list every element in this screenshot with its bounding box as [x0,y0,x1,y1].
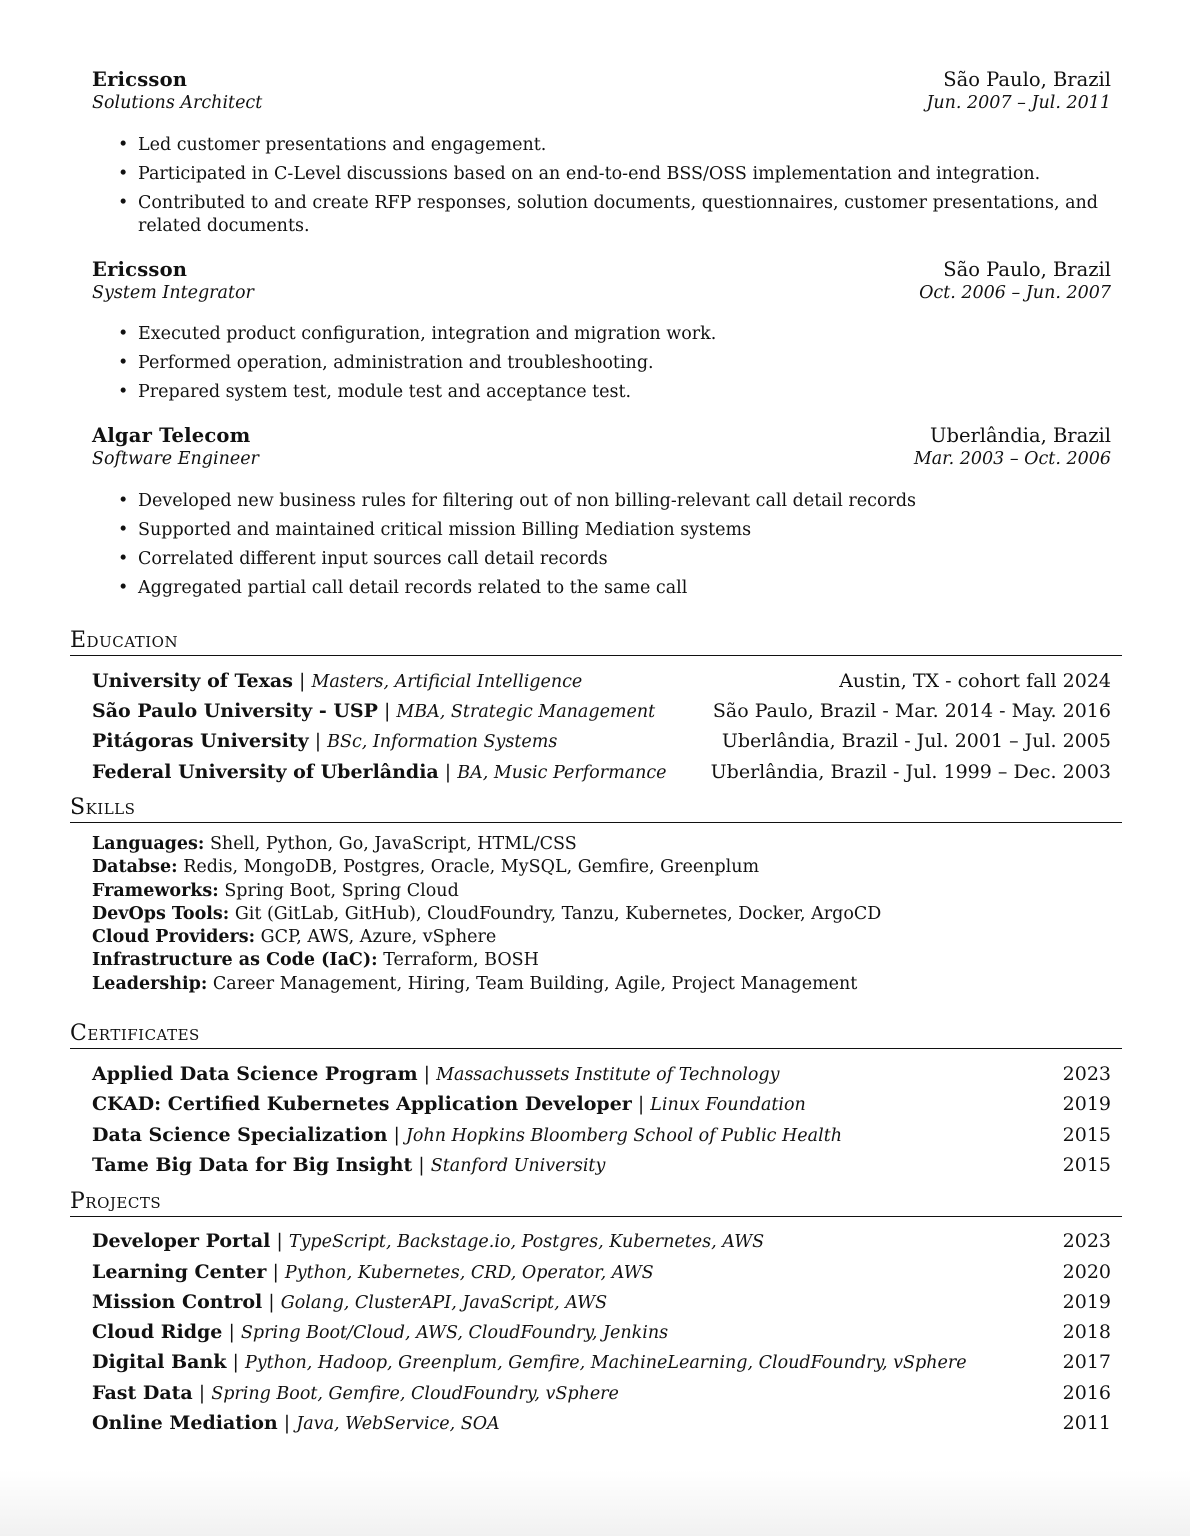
separator: | [276,1230,283,1252]
skill-row: Cloud Providers: GCP, AWS, Azure, vSphere [92,927,497,948]
job-location: São Paulo, Brazil [943,258,1111,281]
project-name: Online Mediation [92,1412,278,1434]
project-year: 2011 [1062,1412,1111,1434]
certificate-entry [92,1124,1111,1146]
separator: | [283,1412,291,1434]
project-name: Fast Data [92,1382,193,1404]
project-year: 2019 [1062,1291,1111,1313]
education-detail: Austin, TX - cohort fall 2024 [839,670,1111,692]
project-year: 2016 [1062,1382,1111,1404]
job-role: Solutions Architect [92,93,263,113]
project-name: Developer Portal [92,1230,271,1252]
certificate-issuer: Linux Foundation [650,1095,806,1115]
job-dates: Mar. 2003 – Oct. 2006 [913,449,1111,469]
section-title-certificates: Certificates [70,1021,1122,1049]
skill-value: Career Management, Hiring, Team Building, Agile, Project Management [212,973,858,994]
project-stack: Python, Hadoop, Greenplum, Gemfire, MachineLearning, CloudFoundry, vSphere [244,1353,967,1373]
skill-value: Shell, Python, Go, JavaScript, HTML/CSS [209,834,577,854]
project-name: Cloud Ridge [92,1321,223,1343]
separator: | [314,730,322,752]
separator: | [393,1124,400,1146]
certificate-year: 2015 [1062,1124,1111,1146]
skill-row: Databse: Redis, MongoDB, Postgres, Oracle, MySQL, Gemfire, Greenplum [92,857,760,878]
skill-label: Databse [92,857,172,878]
project-name: Digital Bank [92,1351,227,1373]
separator: | [268,1291,275,1313]
project-year: 2018 [1062,1321,1111,1343]
certificate-issuer: Massachussets Institute of Technology [436,1065,780,1085]
bullet-item: • Executed product configuration, integration and migration work. [138,323,1116,346]
skills-list [92,833,1111,996]
section-title-projects: Projects [70,1189,1122,1217]
certificate-issuer: John Hopkins Bloomberg School of Public Health [405,1126,842,1146]
experience-entry [92,68,1111,113]
education-detail: Uberlândia, Brazil - Jul. 2001 – Jul. 2005 [721,730,1111,752]
project-stack: Java, WebService, SOA [296,1414,500,1434]
job-dates: Oct. 2006 – Jun. 2007 [919,283,1111,303]
project-stack: TypeScript, Backstage.io, Postgres, Kubernetes, AWS [288,1232,765,1252]
skill-label: Cloud Providers [92,927,249,948]
job-bullets [138,134,1116,244]
education-detail: São Paulo, Brazil - Mar. 2014 - May. 2016 [712,700,1111,722]
skill-label: Languages [92,834,198,854]
bullet-item: • Led customer presentations and engagement. [138,134,1116,157]
separator: | [418,1154,425,1176]
school-name: Pitágoras University [92,730,309,752]
certificate-name: Data Science Specialization [92,1124,388,1146]
school-name: Federal University of Uberlândia [92,761,439,783]
section-title-education: Education [70,628,1122,656]
certificate-entry [92,1154,1111,1176]
certificate-entry [92,1093,1111,1115]
skill-row: Frameworks: Spring Boot, Spring Cloud [92,880,459,901]
education-entry [92,761,1111,783]
degree: BSc, Information Systems [327,732,558,752]
company-name: Algar Telecom [92,424,251,447]
separator: | [444,761,452,783]
project-stack: Spring Boot, Gemfire, CloudFoundry, vSphere [211,1384,619,1404]
bullet-item: • Aggregated partial call detail records related to the same call [138,577,1116,600]
certificate-year: 2023 [1062,1063,1111,1085]
skill-row: DevOps Tools: Git (GitLab, GitHub), CloudFoundry, Tanzu, Kubernetes, Docker, ArgoCD [92,903,882,924]
skill-value: Redis, MongoDB, Postgres, Oracle, MySQL, Gemfire, Greenplum [183,857,760,878]
separator: | [228,1321,235,1343]
bullet-item: • Prepared system test, module test and acceptance test. [138,381,1116,404]
project-year: 2020 [1062,1261,1111,1283]
skill-value: Terraform, BOSH [383,950,539,971]
school-name: University of Texas [92,670,293,692]
bullet-item: • Performed operation, administration and troubleshooting. [138,352,1116,375]
separator: | [232,1351,239,1373]
skill-row: Languages: Shell, Python, Go, JavaScript, HTML/CSS [92,834,577,854]
bullet-item: • Participated in C-Level discussions based on an end-to-end BSS/OSS implementation and integration. [138,163,1116,186]
project-name: Mission Control [92,1291,263,1313]
project-entry [92,1412,1111,1434]
company-name: Ericsson [92,68,188,91]
project-entry [92,1321,1111,1343]
education-entry [92,670,1111,692]
job-bullets [138,490,1116,606]
project-name: Learning Center [92,1261,267,1283]
skill-value: GCP, AWS, Azure, vSphere [260,927,497,948]
project-entry [92,1291,1111,1313]
job-role: Software Engineer [92,449,259,469]
project-stack: Spring Boot/Cloud, AWS, CloudFoundry, Jenkins [240,1323,669,1343]
bullet-item: • Correlated different input sources call detail records [138,548,1116,571]
separator: | [198,1382,206,1404]
project-entry [92,1351,1111,1373]
degree: MBA, Strategic Management [396,702,656,722]
certificate-year: 2019 [1062,1093,1111,1115]
job-location: São Paulo, Brazil [943,68,1111,91]
project-stack: Golang, ClusterAPI, JavaScript, AWS [280,1293,608,1313]
degree: BA, Music Performance [457,763,667,783]
job-role: System Integrator [92,283,254,303]
certificate-year: 2015 [1062,1154,1111,1176]
school-name: São Paulo University - USP [92,700,378,722]
skill-row: Leadership: Career Management, Hiring, Team Building, Agile, Project Management [92,973,858,994]
degree: Masters, Artificial Intelligence [311,672,583,692]
education-detail: Uberlândia, Brazil - Jul. 1999 – Dec. 2003 [710,761,1111,783]
separator: | [272,1261,279,1283]
education-entry [92,730,1111,752]
certificate-entry [92,1063,1111,1085]
certificate-issuer: Stanford University [430,1156,606,1176]
project-stack: Python, Kubernetes, CRD, Operator, AWS [284,1263,654,1283]
job-location: Uberlândia, Brazil [930,424,1111,447]
skill-row: Infrastructure as Code (IaC): Terraform, BOSH [92,950,539,971]
job-dates: Jun. 2007 – Jul. 2011 [926,93,1111,113]
job-bullets [138,323,1116,410]
experience-entry [92,424,1111,469]
project-year: 2017 [1062,1351,1111,1373]
separator: | [423,1063,431,1085]
education-entry [92,700,1111,722]
skill-value: Git (GitLab, GitHub), CloudFoundry, Tanzu, Kubernetes, Docker, ArgoCD [234,903,882,924]
section-title-skills: Skills [70,795,1122,823]
bullet-item: • Contributed to and create RFP responses, solution documents, questionnaires, customer presentations, and related documents. [138,192,1116,238]
bullet-item: • Developed new business rules for filtering out of non billing-relevant call detail records [138,490,1116,513]
experience-entry [92,258,1111,303]
skill-label: Leadership [92,973,201,994]
certificate-name: Applied Data Science Program [92,1063,418,1085]
project-entry [92,1230,1111,1252]
separator: | [383,700,391,722]
certificate-name: Tame Big Data for Big Insight [92,1154,413,1176]
skill-label: Frameworks [92,880,213,901]
separator: | [637,1093,645,1115]
project-entry [92,1382,1111,1404]
separator: | [298,670,306,692]
skill-label: DevOps Tools [92,903,223,924]
company-name: Ericsson [92,258,188,281]
skill-value: Spring Boot, Spring Cloud [224,880,459,901]
project-year: 2023 [1062,1230,1111,1252]
project-entry [92,1261,1111,1283]
certificate-name: CKAD: Certified Kubernetes Application Developer [92,1093,632,1115]
bullet-item: • Supported and maintained critical mission Billing Mediation systems [138,519,1116,542]
skill-label: Infrastructure as Code (IaC) [92,950,372,971]
